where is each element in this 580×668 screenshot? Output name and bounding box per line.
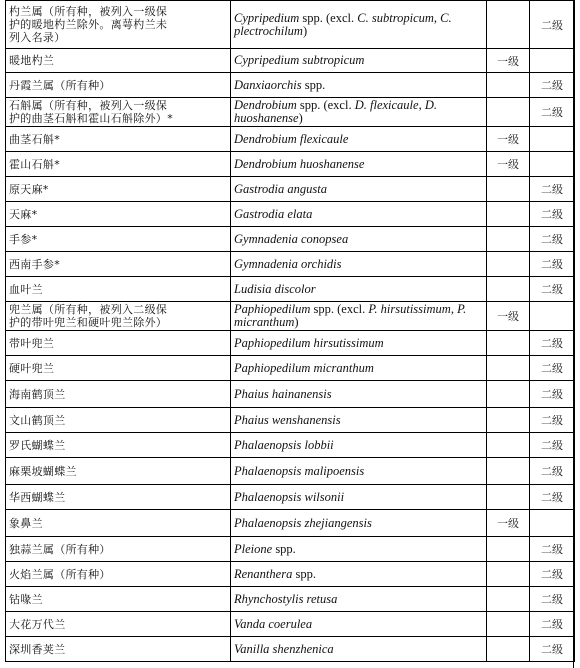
grade-two-cell: 二级 <box>530 252 575 277</box>
grade-one-cell: 一级 <box>487 152 530 177</box>
latin-name-segment: P. micranthum <box>234 302 467 329</box>
grade-two-cell <box>530 49 575 73</box>
table-row <box>6 562 575 587</box>
chinese-name-cell: 石斛属（所有种，被列入一级保 护的曲茎石斛和霍山石斛除外）* <box>6 98 231 127</box>
chinese-name-cell: 罗氏蝴蝶兰 <box>6 433 231 458</box>
latin-name-cell <box>231 637 487 662</box>
latin-name-cell <box>231 612 487 637</box>
latin-name-segment: , <box>450 302 458 316</box>
table-row <box>6 202 575 227</box>
grade-two-cell: 二级 <box>530 1 575 49</box>
latin-name-segment: Rhynchostylis retusa <box>234 591 338 606</box>
latin-name-segment: Dendrobium huoshanense <box>234 156 365 171</box>
latin-name-cell <box>231 127 487 152</box>
grade-one-cell <box>487 98 530 127</box>
grade-one-cell <box>487 587 530 612</box>
chinese-name-cell: 硬叶兜兰 <box>6 356 231 381</box>
latin-name-cell <box>231 1 487 49</box>
table-row <box>6 227 575 252</box>
grade-two-cell: 二级 <box>530 537 575 562</box>
grade-two-cell: 二级 <box>530 587 575 612</box>
latin-name-segment: Cypripedium subtropicum <box>234 53 365 67</box>
chinese-name-cell: 华西蝴蝶兰 <box>6 485 231 510</box>
grade-one-cell <box>487 277 530 302</box>
table-row <box>6 1 575 49</box>
chinese-name-cell: 丹霞兰属（所有种） <box>6 73 231 98</box>
latin-name-cell <box>231 537 487 562</box>
grade-two-cell: 二级 <box>530 331 575 356</box>
latin-name-segment: Phalaenopsis lobbii <box>234 437 334 452</box>
chinese-name-cell: 天麻* <box>6 202 231 227</box>
grade-one-cell <box>487 1 530 49</box>
latin-name-segment: spp. (excl. <box>299 10 358 25</box>
table-row <box>6 277 575 302</box>
latin-name-cell <box>231 227 487 252</box>
latin-name-segment: Paphiopedilum micranthum <box>234 360 374 375</box>
table-row <box>6 637 575 662</box>
latin-name-segment: Phalaenopsis zhejiangensis <box>234 515 372 530</box>
latin-name-segment: P. hirsutissimum <box>368 302 451 316</box>
table-row <box>6 73 575 98</box>
table-row <box>6 356 575 381</box>
grade-two-cell: 二级 <box>530 73 575 98</box>
latin-name-segment: D. flexicaule <box>354 98 419 112</box>
latin-name-segment: spp. <box>301 77 326 92</box>
latin-name-segment: , <box>418 98 425 112</box>
grade-two-cell <box>530 152 575 177</box>
grade-one-cell <box>487 562 530 587</box>
latin-name-cell <box>231 49 487 73</box>
chinese-name-cell: 火焰兰属（所有种） <box>6 562 231 587</box>
table-row <box>6 433 575 458</box>
chinese-name-cell: 深圳香荚兰 <box>6 637 231 662</box>
latin-name-segment: ) <box>298 111 303 125</box>
grade-one-cell <box>487 537 530 562</box>
table-row <box>6 381 575 408</box>
latin-name-cell <box>231 277 487 302</box>
page-edge-rule <box>573 0 580 668</box>
grade-one-cell <box>487 458 530 485</box>
latin-name-segment: Ludisia discolor <box>234 281 316 296</box>
grade-two-cell: 二级 <box>530 458 575 485</box>
latin-name-cell <box>231 73 487 98</box>
latin-name-segment: D. huoshanense <box>234 98 437 125</box>
chinese-name-cell: 海南鹤顶兰 <box>6 381 231 408</box>
latin-name-cell <box>231 252 487 277</box>
latin-name-segment: Gastrodia elata <box>234 206 313 221</box>
chinese-name-cell: 暖地杓兰 <box>6 49 231 73</box>
grade-one-cell <box>487 177 530 202</box>
grade-two-cell: 二级 <box>530 381 575 408</box>
latin-name-cell <box>231 458 487 485</box>
grade-two-cell: 二级 <box>530 637 575 662</box>
table-row <box>6 612 575 637</box>
table-row <box>6 127 575 152</box>
latin-name-segment: Pleione <box>234 541 273 556</box>
table-row <box>6 485 575 510</box>
grade-two-cell: 二级 <box>530 485 575 510</box>
grade-one-cell <box>487 612 530 637</box>
grade-one-cell <box>487 433 530 458</box>
table-row <box>6 331 575 356</box>
grade-two-cell: 二级 <box>530 227 575 252</box>
chinese-name-cell: 象鼻兰 <box>6 510 231 537</box>
species-protection-table <box>5 0 575 662</box>
grade-one-cell: 一级 <box>487 510 530 537</box>
latin-name-segment: Dendrobium <box>234 98 297 112</box>
grade-one-cell: 一级 <box>487 127 530 152</box>
latin-name-segment: Paphiopedilum hirsutissimum <box>234 335 384 350</box>
grade-two-cell <box>530 510 575 537</box>
latin-name-cell <box>231 562 487 587</box>
latin-name-segment: Vanda coerulea <box>234 616 313 631</box>
grade-one-cell <box>487 202 530 227</box>
table-row <box>6 537 575 562</box>
grade-two-cell: 二级 <box>530 356 575 381</box>
grade-two-cell: 二级 <box>530 612 575 637</box>
grade-two-cell: 二级 <box>530 562 575 587</box>
latin-name-segment: C. plectrochilum <box>234 10 452 38</box>
latin-name-cell <box>231 433 487 458</box>
latin-name-cell <box>231 331 487 356</box>
latin-name-segment: Paphiopedilum <box>234 302 311 316</box>
latin-name-segment: Cypripedium <box>234 10 300 25</box>
chinese-name-cell: 独蒜兰属（所有种） <box>6 537 231 562</box>
latin-name-cell <box>231 177 487 202</box>
latin-name-segment: Gymnadenia conopsea <box>234 231 349 246</box>
chinese-name-cell: 麻栗坡蝴蝶兰 <box>6 458 231 485</box>
latin-name-cell <box>231 485 487 510</box>
latin-name-cell <box>231 510 487 537</box>
chinese-name-cell: 血叶兰 <box>6 277 231 302</box>
grade-one-cell <box>487 331 530 356</box>
grade-two-cell: 二级 <box>530 202 575 227</box>
grade-one-cell <box>487 227 530 252</box>
latin-name-segment: Renanthera <box>234 566 293 581</box>
chinese-name-cell: 钻喙兰 <box>6 587 231 612</box>
table-row <box>6 408 575 433</box>
grade-one-cell <box>487 356 530 381</box>
latin-name-cell <box>231 152 487 177</box>
chinese-name-cell: 原天麻* <box>6 177 231 202</box>
grade-one-cell: 一级 <box>487 302 530 331</box>
table-row <box>6 458 575 485</box>
latin-name-segment: spp. (excl. <box>310 302 369 316</box>
grade-two-cell: 二级 <box>530 177 575 202</box>
grade-one-cell <box>487 73 530 98</box>
grade-two-cell: 二级 <box>530 277 575 302</box>
table-row <box>6 510 575 537</box>
latin-name-segment: spp. <box>292 566 316 581</box>
table-row <box>6 49 575 73</box>
chinese-name-cell: 文山鹤顶兰 <box>6 408 231 433</box>
table-row <box>6 98 575 127</box>
chinese-name-cell: 西南手参* <box>6 252 231 277</box>
grade-one-cell <box>487 252 530 277</box>
latin-name-segment: C. subtropicum <box>357 10 434 25</box>
table-body <box>6 1 575 662</box>
chinese-name-cell: 大花万代兰 <box>6 612 231 637</box>
latin-name-segment: Danxiaorchis <box>234 77 302 92</box>
chinese-name-cell: 杓兰属（所有种，被列入一级保 护的暖地杓兰除外。离萼杓兰未 列入名录） <box>6 1 231 49</box>
chinese-name-cell: 曲茎石斛* <box>6 127 231 152</box>
latin-name-segment: ) <box>294 315 299 329</box>
latin-name-segment: spp. <box>272 541 296 556</box>
table-row <box>6 252 575 277</box>
chinese-name-cell: 霍山石斛* <box>6 152 231 177</box>
grade-two-cell <box>530 302 575 331</box>
latin-name-segment: , <box>433 10 441 25</box>
chinese-name-cell: 带叶兜兰 <box>6 331 231 356</box>
latin-name-segment: Gastrodia angusta <box>234 181 327 196</box>
grade-two-cell: 二级 <box>530 98 575 127</box>
table-row <box>6 587 575 612</box>
latin-name-cell <box>231 381 487 408</box>
latin-name-segment: Phaius hainanensis <box>234 386 332 401</box>
latin-name-cell <box>231 202 487 227</box>
grade-one-cell <box>487 637 530 662</box>
latin-name-cell <box>231 356 487 381</box>
latin-name-cell <box>231 587 487 612</box>
chinese-name-cell: 手参* <box>6 227 231 252</box>
table-row <box>6 152 575 177</box>
latin-name-cell <box>231 408 487 433</box>
latin-name-segment: Phalaenopsis wilsonii <box>234 489 345 504</box>
table-row <box>6 302 575 331</box>
latin-name-cell <box>231 98 487 127</box>
chinese-name-cell: 兜兰属（所有种，被列入二级保 护的带叶兜兰和硬叶兜兰除外） <box>6 302 231 331</box>
latin-name-segment: Phalaenopsis malipoensis <box>234 463 365 478</box>
grade-two-cell: 二级 <box>530 433 575 458</box>
latin-name-segment: Vanilla shenzhenica <box>234 641 334 656</box>
grade-one-cell: 一级 <box>487 49 530 73</box>
grade-two-cell <box>530 127 575 152</box>
grade-two-cell: 二级 <box>530 408 575 433</box>
latin-name-cell <box>231 302 487 331</box>
latin-name-segment: spp. (excl. <box>296 98 355 112</box>
grade-one-cell <box>487 485 530 510</box>
latin-name-segment: Gymnadenia orchidis <box>234 256 342 271</box>
latin-name-segment: ) <box>302 23 308 38</box>
grade-one-cell <box>487 381 530 408</box>
table-row <box>6 177 575 202</box>
latin-name-segment: Phaius wenshanensis <box>234 412 341 427</box>
grade-one-cell <box>487 408 530 433</box>
latin-name-segment: Dendrobium flexicaule <box>234 131 349 146</box>
